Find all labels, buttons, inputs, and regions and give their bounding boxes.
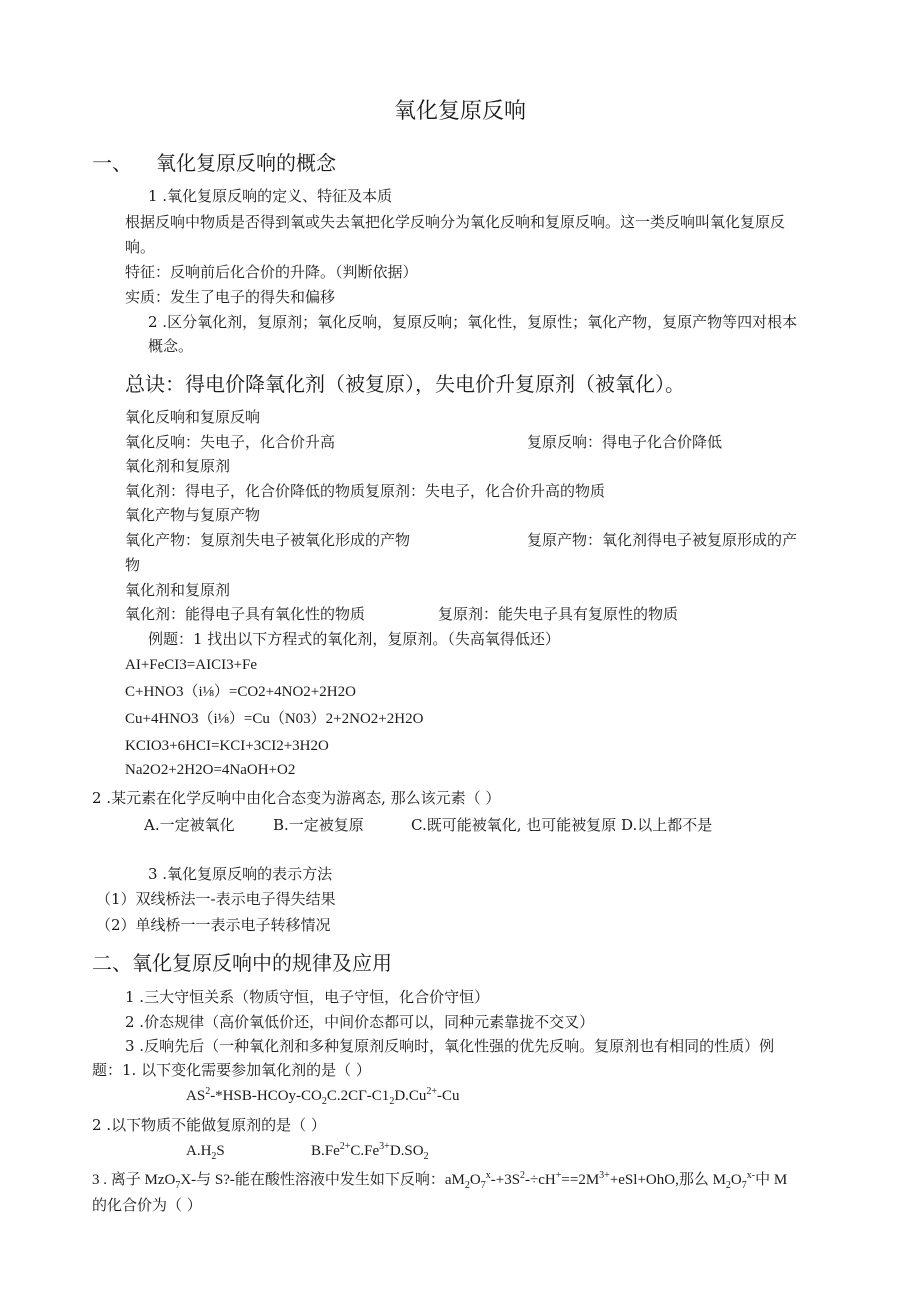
pair1-right: 复原反响：得电子化合价降低 [527, 433, 723, 451]
item3-title: 3 .氧化复原反响的表示方法 [148, 865, 333, 883]
equation-2: C+HNO3（i⅛）=CO2+4NO2+2H2O [125, 684, 356, 700]
pair3-continuation: 物 [125, 556, 141, 574]
example-intro: 例题：1 找出以下方程式的氧化剂，复原剂。（失高氧得低还） [148, 630, 560, 648]
pair4-left: 氧化剂：能得电子具有氧化性的物质 [125, 605, 366, 623]
section2-heading: 二、氧化复原反响中的规律及应用 [92, 951, 392, 975]
example1-stem: 题：1. 以下变化需要参加氧化剂的是（ ） [92, 1061, 371, 1079]
example1-options: $AS^2-*HSB-HCOy-CO_2C.2C\Gamma-C1_2D.Cu^{2+}-Cu$ [186, 1086, 460, 1107]
method-1: （1）双线桥法一-表示电子得失结果 [96, 890, 336, 908]
equation-3: Cu+4HNO3（i⅛）=Cu（N03）2+2NO2+2H2O [125, 711, 424, 727]
equation-1: AI+FeCI3=AICI3+Fe [125, 657, 258, 673]
definition-line2: 响。 [125, 238, 156, 256]
pair1-title: 氧化反响和复原反响 [125, 408, 261, 426]
section1-number: 一、 [92, 151, 132, 175]
question2-option-b: B.一定被复原 [273, 816, 364, 834]
pair2-title: 氧化剂和复原剂 [125, 457, 231, 475]
question2-option-cd: C.既可能被氧化, 也可能被复原 D.以上都不是 [411, 816, 713, 834]
pair2-line: 氧化剂：得电子，化合价降低的物质复原剂：失电子，化合价升高的物质 [125, 482, 606, 500]
definition-line1: 根据反响中物质是否得到氧或失去氧把化学反响分为氧化反响和复原反响。这一类反响叫氧化复原反 [125, 213, 786, 231]
rule-3: 3 .反响先后（一种氧化剂和多种复原剂反响时，氧化性强的优先反响。复原剂也有相同的性质）例 [125, 1037, 775, 1055]
example3-line1: 3 . 离子 MzO$_7$X-与 S?-能在酸性溶液中发生如下反响：$aM_2O_7^x-+3S^2-\div cH^+==2M^{3+}+eSl+OhO$,那么 $M_2O_7^{x-}$中 M [92, 1170, 788, 1191]
equation-4: KCIO3+6HCI=KCI+3CI2+3H2O [125, 738, 329, 754]
example3-line2: 的化合价为（ ） [92, 1196, 202, 1214]
question2-stem: 2 .某元素在化学反响中由化合态变为游离态, 那么该元素（ ） [92, 789, 501, 807]
page-title: 氧化复原反响 [393, 99, 526, 124]
pair4-title: 氧化剂和复原剂 [125, 581, 231, 599]
rule-2: 2 .价态规律（高价氧低价还，中间价态都可以，同种元素靠拢不交叉） [125, 1013, 595, 1031]
example2-option-a: $A.H_2S$ [186, 1143, 225, 1162]
mnemonic-line: 总诀：得电价降氧化剂（被复原），失电价升复原剂（被氧化）。 [125, 372, 685, 396]
item1-title: 1 .氧化复原反响的定义、特征及本质 [148, 187, 393, 205]
question2-option-a: A.一定被氧化 [144, 816, 235, 834]
pair3-right: 复原产物：氧化剂得电子被复原形成的产 [527, 531, 798, 549]
pair3-left: 氧化产物：复原剂失电子被氧化形成的产物 [125, 531, 411, 549]
pair1-left: 氧化反响：失电子，化合价升高 [125, 433, 336, 451]
section1-heading: 氧化复原反响的概念 [156, 151, 336, 175]
rule-1: 1 .三大守恒关系（物质守恒，电子守恒，化合价守恒） [125, 988, 490, 1006]
item2-line1: 2 .区分氧化剂，复原剂；氧化反响，复原反响；氧化性，复原性；氧化产物，复原产物等四对根本 [148, 313, 798, 331]
example2-options-bcd: $B.Fe^{2+}C.Fe^{3+}D.SO_2$ [311, 1141, 429, 1162]
feature-line: 特征：反响前后化合价的升降。（判断依据） [125, 263, 418, 281]
method-2: （2）单线桥一一表示电子转移情况 [96, 916, 331, 934]
essence-line: 实质：发生了电子的得失和偏移 [125, 288, 336, 306]
example2-stem: 2 .以下物质不能做复原剂的是（ ） [92, 1116, 326, 1134]
item2-line2: 概念。 [148, 337, 194, 355]
equation-5: Na2O2+2H2O=4NaOH+O2 [125, 762, 296, 778]
pair4-right: 复原剂：能失电子具有复原性的物质 [438, 605, 679, 623]
pair3-title: 氧化产物与复原产物 [125, 506, 261, 524]
